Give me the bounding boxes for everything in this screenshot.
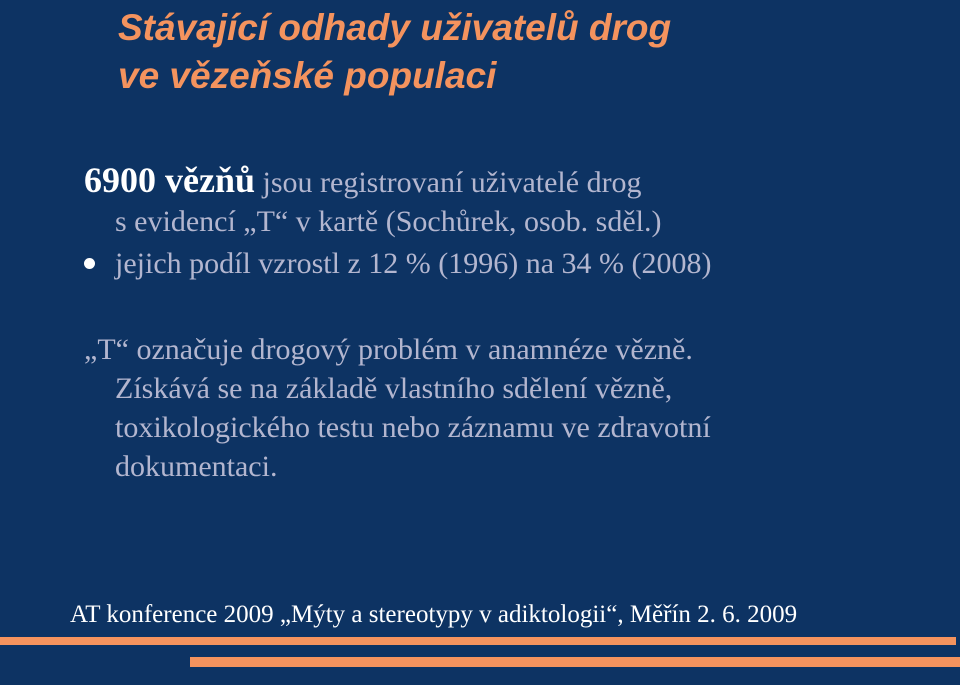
footer-accent-bar-top	[0, 637, 956, 645]
prisoner-count: 6900 vězňů	[84, 160, 255, 200]
paragraph-definition-line-3: toxikologického testu nebo záznamu ve zdravotní	[115, 411, 711, 444]
bullet-dot-icon	[84, 258, 95, 269]
paragraph-prisoners-line-1	[84, 162, 642, 201]
paragraph-prisoners-line-1-rest: jsou registrovaní uživatelé drog	[262, 166, 642, 199]
bullet-text: jejich podíl vzrostl z 12 % (1996) na 34 % (2008)	[115, 247, 712, 280]
footer-accent-bar-bottom	[190, 657, 960, 667]
paragraph-definition-line-4: dokumentaci.	[115, 450, 278, 483]
paragraph-definition-line-2: Získává se na základě vlastního sdělení vězně,	[115, 372, 673, 405]
title-line-2: ve vězeňské populaci	[118, 55, 497, 96]
title-line-1: Stávající odhady uživatelů drog	[118, 7, 672, 48]
paragraph-definition-line-1: „T“ označuje drogový problém v anamnéze vězně.	[84, 333, 693, 366]
footer-conference: AT konference 2009 „Mýty a stereotypy v adiktologii“, Měřín 2. 6. 2009	[70, 601, 798, 628]
paragraph-prisoners-line-2: s evidencí „T“ v kartě (Sochůrek, osob. sděl.)	[115, 205, 662, 238]
